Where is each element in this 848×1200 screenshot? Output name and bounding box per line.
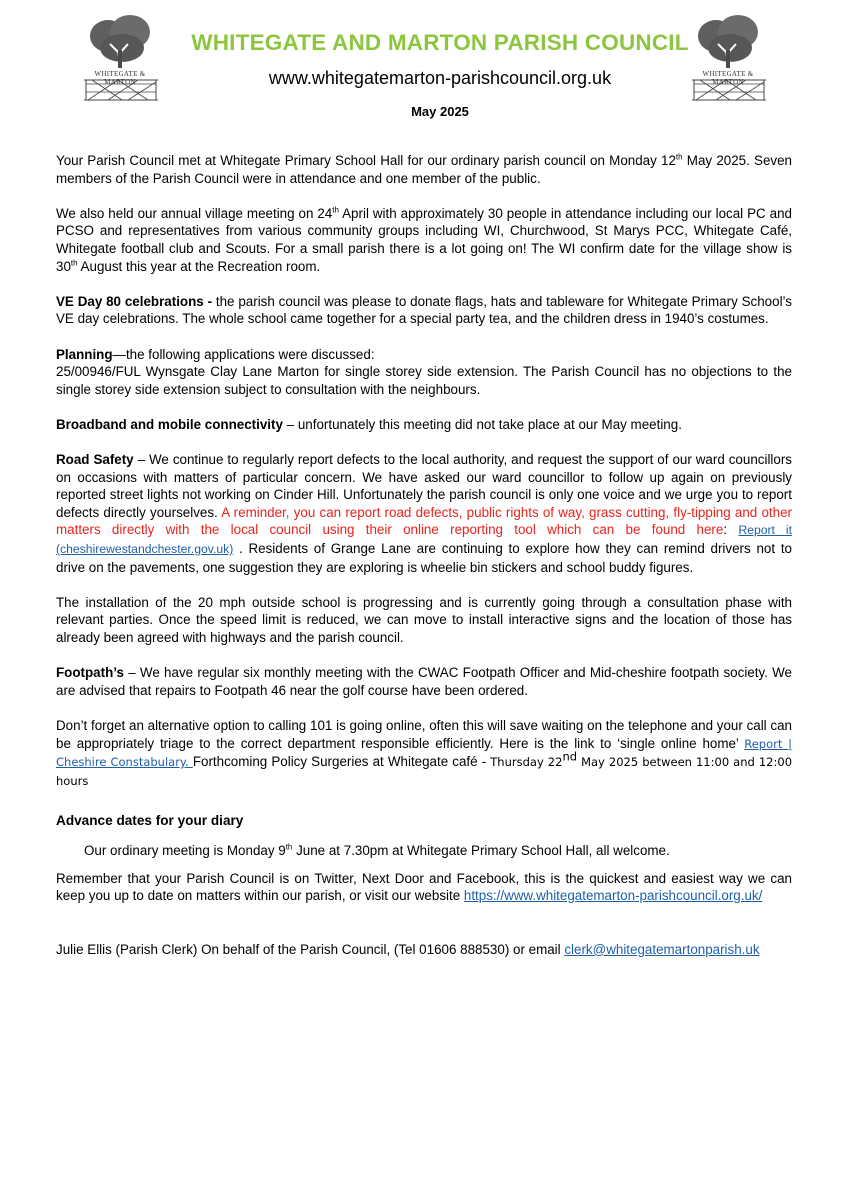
intro-paragraph-2: We also held our annual village meeting on 24th April with approximately 30 people in attendance including our local PC and PCSO and representatives from various community groups including WI, Churchwood, St Marys PCC, Whitegate Café, Whitegate football club and Scouts. For a small parish there is a lot going on! The WI confirm date for the village show is 30th August this year at the Recreation room. [56, 205, 792, 274]
broadband-heading: Broadband and mobile connectivity [56, 416, 283, 432]
intro-paragraph-1: Your Parish Council met at Whitegate Primary School Hall for our ordinary parish council on Monday 12th May 2025. Seven members of the Parish Council were in attendance and one member of the public. [56, 152, 793, 186]
page-title: WHITEGATE AND MARTON PARISH COUNCIL [191, 30, 689, 55]
road-safety-heading: Road Safety [56, 452, 134, 468]
cheshire-constabulary-link[interactable]: Report | Cheshire Constabulary. [56, 736, 793, 770]
ve-day-section: VE Day 80 celebrations - the parish council was please to donate flags, hats and tableware for Whitegate Primary School’s VE day celebrations. The whole school came together for a special party tea, and the children dress in 1940’s costumes. [56, 293, 792, 327]
diary-meeting: Our ordinary meeting is Monday 9th June at 7.30pm at Whitegate Primary School Hall, all welcome. [84, 842, 670, 858]
logo-caption: WHITEGATE & MARTON [94, 70, 146, 86]
diary-heading: Advance dates for your diary [56, 813, 244, 829]
planning-section: Planning—the following applications were discussed: 25/00946/FUL Wynsgate Clay Lane Marton for single storey side extension. The Parish Council has no objections to the single storey side extension subject to consultation with the neighbours. [56, 346, 792, 397]
reminder-text: A reminder, you can report road defects, public rights of way, grass cutting, fly-tipping and other matters directly with the local council using their online reporting tool which can be found here [56, 504, 792, 538]
website-url: www.whitegatemarton-parishcouncil.org.uk [268, 68, 612, 88]
broadband-section: Broadband and mobile connectivity – unfortunately this meeting did not take place at our May meeting. [56, 416, 682, 432]
road-safety-section: Road Safety – We continue to regularly report defects to the local authority, and request the support of our ward councillors on occasions with matters of particular concern. We have asked our ward councillor to follow up again on previously reported street lights not working on Cinder Hill. Unfortunately the parish council is only one voice and we urge you to report defects directly yourselves. A reminder, you can report road defects, public rights of way, grass cutting, fly-tipping and other matters directly with the local council using their online reporting tool which can be found here: Report it (cheshirewestandchester.gov.uk) . Residents of Grange Lane are continuing to explore how they can remind drivers not to drive on the pavements, one suggestion they are exploring is wheelie bin stickers and school buddy figures. [56, 452, 793, 575]
report-it-link[interactable]: Report it (cheshirewestandchester.gov.uk) [56, 523, 792, 557]
newsletter-date: May 2025 [411, 104, 469, 119]
clerk-email-link[interactable]: clerk@whitegatemartonparish.uk [564, 941, 760, 957]
ve-day-heading: VE Day 80 celebrations - [56, 293, 213, 309]
signoff-section: Julie Ellis (Parish Clerk) On behalf of the Parish Council, (Tel 01606 888530) or email clerk@whitegatemartonparish.uk [56, 941, 760, 957]
footpaths-heading: Footpath’s [56, 665, 124, 681]
logo-caption: WHITEGATE & MARTON [702, 70, 754, 86]
footpaths-section: Footpath’s – We have regular six monthly meeting with the CWAC Footpath Officer and Mid-cheshire footpath society. We are advised that repairs to Footpath 46 near the golf course have been ordered. [56, 665, 792, 698]
police-section: Don’t forget an alternative option to calling 101 is going online, often this will save waiting on the telephone and your call can be appropriately triage to the correct department responsible efficiently. Here is the link to ‘single online home’ Report | Cheshire Constabulary. Forthcoming Policy Surgeries at Whitegate café - Thursday 22nd May 2025 between 11:00 and 12:00 hours [56, 718, 793, 788]
planning-heading: Planning [56, 346, 113, 362]
social-section: Remember that your Parish Council is on Twitter, Next Door and Facebook, this is the quickest and easiest way we can keep you up to date on matters within our parish, or visit our website https://www.whitegatemarton-parishcouncil.org.uk/ [56, 870, 792, 904]
newsletter-body [56, 152, 792, 976]
speed-limit-section: The installation of the 20 mph outside school is progressing and is currently going through a consultation phase with relevant parties. Once the speed limit is reduced, we can move to install interactive signs and the location of those has already been agreed with highways and the parish council. [56, 594, 792, 646]
website-link[interactable]: https://www.whitegatemarton-parishcouncil.org.uk/ [463, 888, 763, 904]
